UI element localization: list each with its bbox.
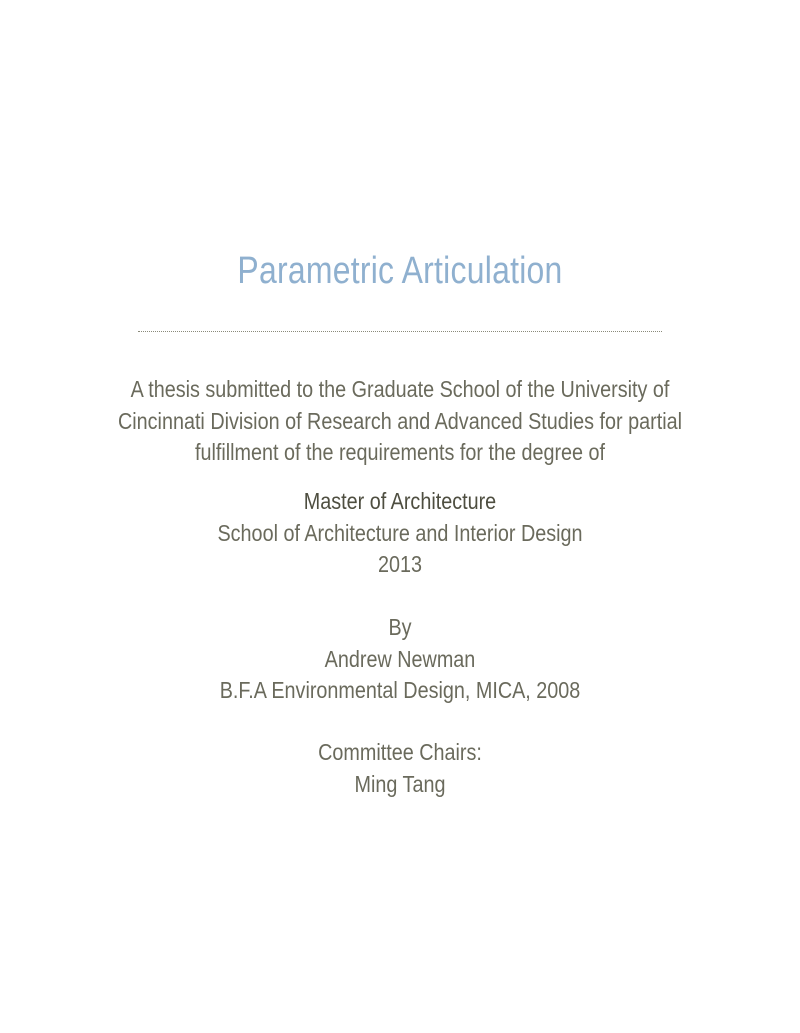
degree-name: Master of Architecture bbox=[303, 488, 497, 514]
thesis-statement-line: A thesis submitted to the Graduate School of the University of bbox=[130, 376, 670, 402]
author-block bbox=[56, 612, 744, 707]
committee-heading: Committee Chairs: bbox=[318, 739, 482, 765]
thesis-statement bbox=[56, 374, 744, 469]
thesis-statement-line: fulfillment of the requirements for the degree of bbox=[194, 439, 606, 465]
committee-block bbox=[56, 737, 744, 800]
thesis-statement-line: Cincinnati Division of Research and Advanced Studies for partial bbox=[117, 407, 683, 434]
committee-member: Ming Tang bbox=[354, 770, 446, 797]
dotted-divider bbox=[138, 331, 662, 332]
author-name: Andrew Newman bbox=[324, 645, 476, 672]
thesis-title: Parametric Articulation bbox=[237, 250, 563, 292]
degree-block bbox=[56, 486, 744, 581]
school-name: School of Architecture and Interior Design bbox=[217, 519, 583, 546]
degree-year: 2013 bbox=[377, 551, 422, 577]
by-label: By bbox=[388, 614, 412, 640]
author-credentials: B.F.A Environmental Design, MICA, 2008 bbox=[219, 677, 581, 703]
